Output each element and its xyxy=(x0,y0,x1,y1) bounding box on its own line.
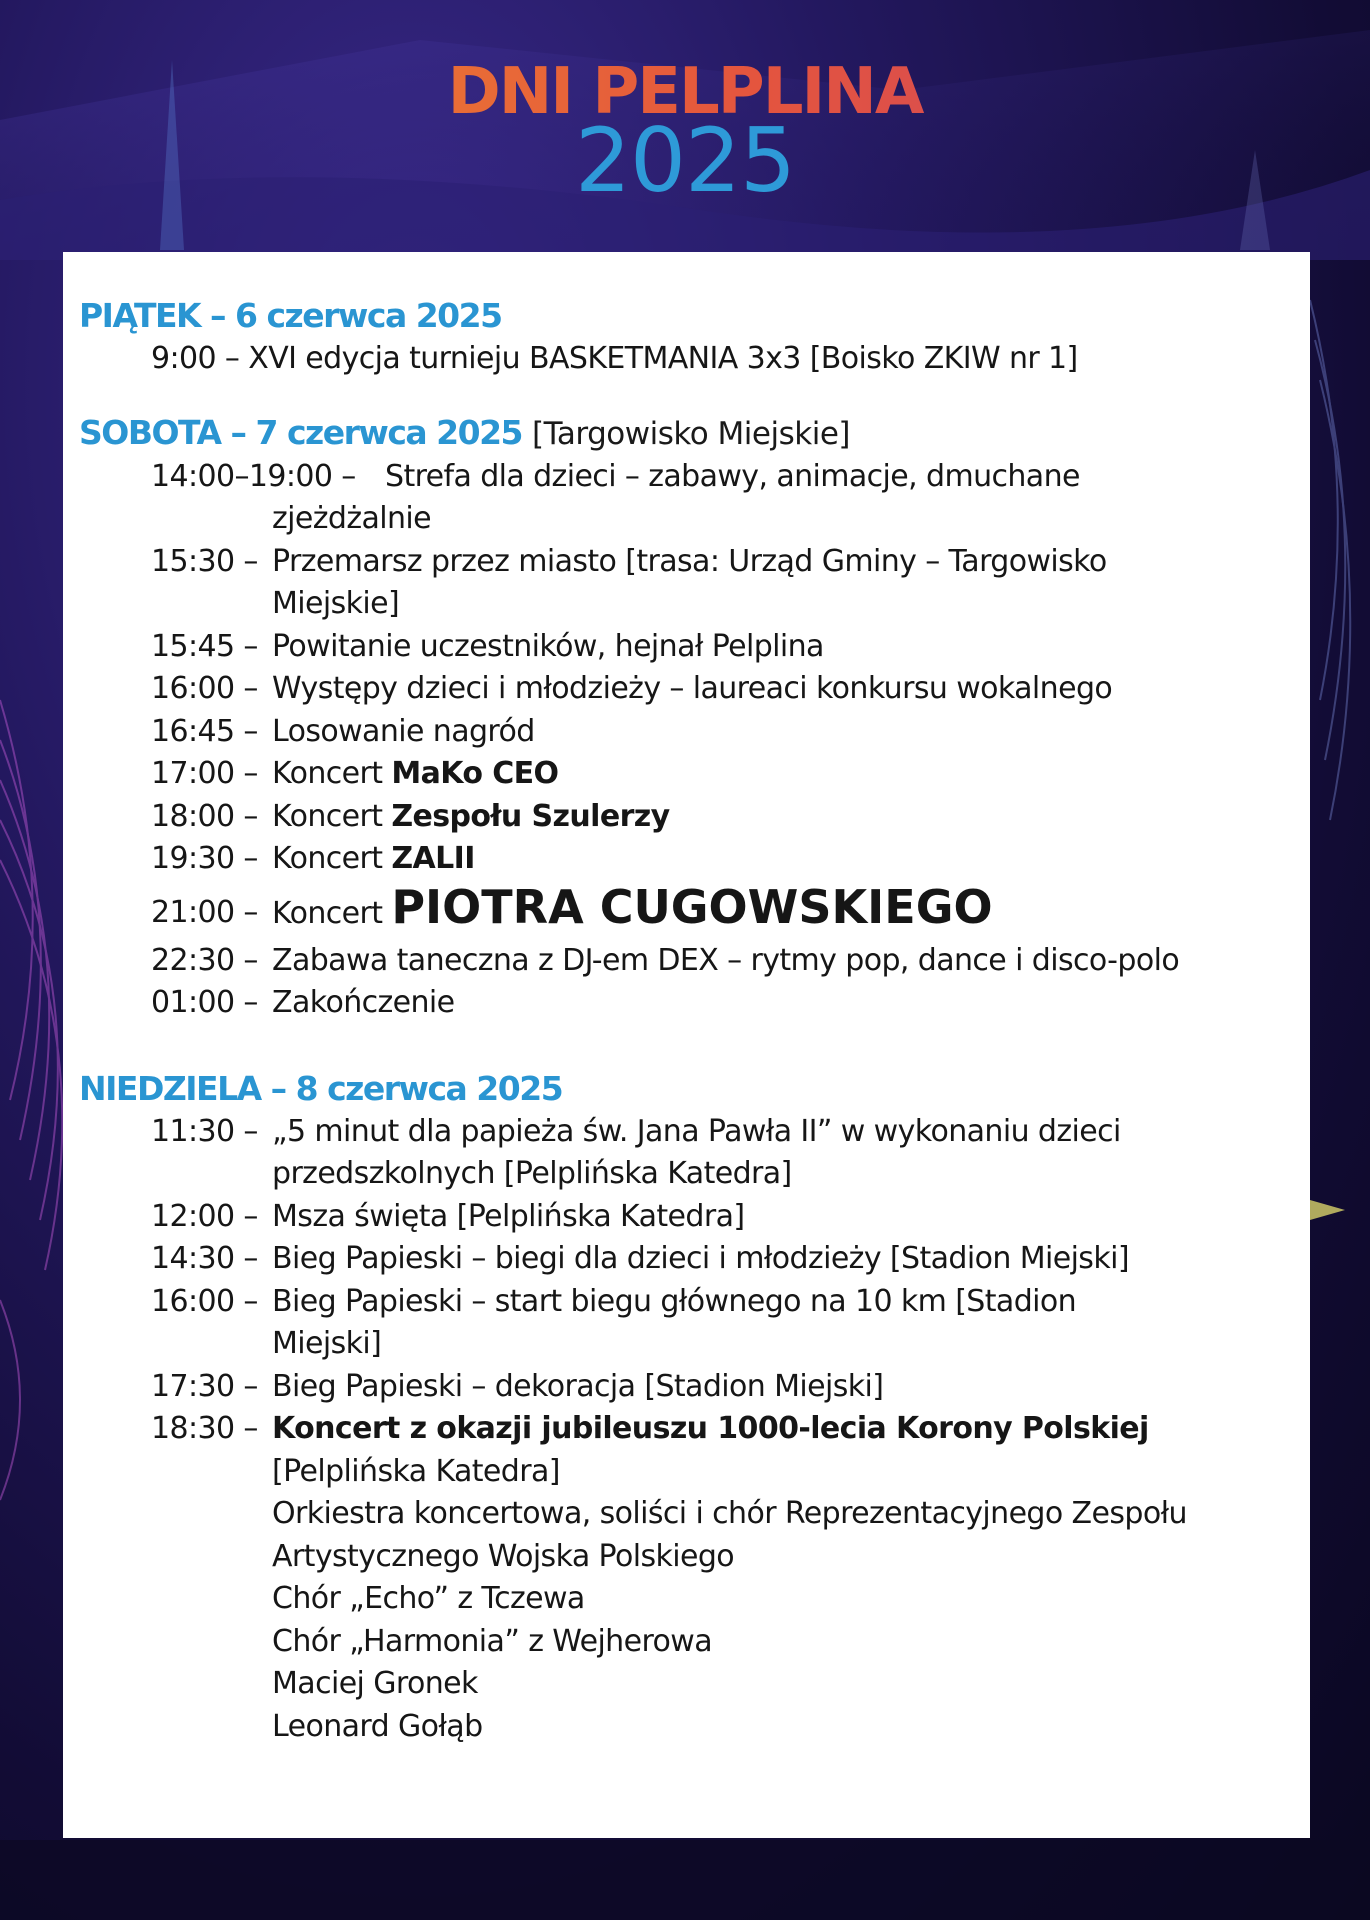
event-row xyxy=(79,456,1299,541)
event-text xyxy=(272,796,1299,839)
event-text: Powitanie uczestników, hejnał Pelplina xyxy=(272,628,824,664)
event-text xyxy=(272,881,1299,940)
day-sunday xyxy=(79,1067,1299,1749)
event-row xyxy=(79,1281,1299,1366)
event-row xyxy=(79,753,1299,796)
concert-performer: Chór „Echo” z Tczewa xyxy=(272,1581,585,1616)
day-location: [Targowisko Miejskie] xyxy=(532,415,850,452)
event-time: 21:00 – xyxy=(151,894,258,930)
event-text: Bieg Papieski – dekoracja [Stadion Miejski] xyxy=(272,1368,884,1404)
event-label: Koncert xyxy=(272,841,383,876)
event-row xyxy=(79,626,1299,669)
event-time: 15:30 – xyxy=(151,543,258,579)
day-heading: NIEDZIELA – 8 czerwca 2025 xyxy=(79,1068,563,1108)
event-time: 01:00 – xyxy=(151,985,258,1020)
event-text: Losowanie nagród xyxy=(272,713,535,749)
event-text: „5 minut dla papieża św. Jana Pawła II” w wykonaniu dzieci xyxy=(272,1113,1121,1149)
page-header xyxy=(0,55,1370,212)
event-time: 17:00 – xyxy=(151,756,258,791)
concert-title: Koncert z okazji jubileuszu 1000-lecia Korony Polskiej xyxy=(272,1411,1149,1446)
concert-performer: Maciej Gronek xyxy=(272,1666,478,1701)
event-time: 15:45 – xyxy=(151,628,258,664)
event-time: 11:30 – xyxy=(151,1113,258,1149)
headliner-name: PIOTRA CUGOWSKIEGO xyxy=(391,879,993,934)
event-row-headliner xyxy=(79,881,1299,940)
event-time: 14:30 – xyxy=(151,1241,258,1276)
event-row xyxy=(79,940,1299,983)
event-text: Zabawa taneczna z DJ-em DEX – rytmy pop, dance i disco-polo xyxy=(272,942,1180,978)
event-row xyxy=(79,338,1299,381)
event-text: Przemarsz przez miasto [trasa: Urząd Gminy – Targowisko xyxy=(272,543,1107,579)
concert-performer: Leonard Gołąb xyxy=(272,1708,483,1744)
day-friday xyxy=(79,294,1299,381)
event-text: Występy dzieci i młodzieży – laureaci konkursu wokalnego xyxy=(272,671,1113,706)
event-text xyxy=(272,838,1299,881)
event-time: 18:00 – xyxy=(151,798,258,834)
event-text: Bieg Papieski – start biegu głównego na 10 km [Stadion xyxy=(272,1283,1077,1319)
event-row xyxy=(79,1366,1299,1409)
event-row-concert xyxy=(79,1408,1299,1748)
event-time: 12:00 – xyxy=(151,1198,258,1234)
event-time: 19:30 – xyxy=(151,841,258,876)
event-label: Koncert xyxy=(272,756,383,791)
performer-name: MaKo CEO xyxy=(391,756,559,791)
event-time: 16:00 – xyxy=(151,1283,258,1319)
concert-venue: [Pelplińska Katedra] xyxy=(272,1453,560,1489)
event-time: 16:00 – xyxy=(151,671,258,706)
day-heading-date: SOBOTA – 7 czerwca 2025 xyxy=(79,412,523,452)
event-time: 17:30 – xyxy=(151,1368,258,1404)
event-text-continued: przedszkolnych [Pelplińska Katedra] xyxy=(272,1156,792,1191)
event-row xyxy=(79,1111,1299,1196)
day-heading: PIĄTEK – 6 czerwca 2025 xyxy=(79,296,502,335)
performer-name: Zespołu Szulerzy xyxy=(391,798,670,834)
event-row xyxy=(79,838,1299,881)
event-text-continued: Miejski] xyxy=(272,1326,382,1361)
concert-performer: Artystycznego Wojska Polskiego xyxy=(272,1538,735,1574)
event-time: 16:45 – xyxy=(151,713,258,749)
event-text: Bieg Papieski – biegi dla dzieci i młodzieży [Stadion Miejski] xyxy=(272,1241,1129,1276)
event-text: Msza święta [Pelplińska Katedra] xyxy=(272,1198,745,1234)
event-row xyxy=(79,1238,1299,1281)
schedule-card xyxy=(63,252,1310,1838)
event-row xyxy=(79,541,1299,626)
event-title: DNI PELPLINA xyxy=(0,58,1370,126)
event-row xyxy=(79,1196,1299,1239)
day-saturday xyxy=(79,411,1299,1025)
schedule-content xyxy=(79,294,1299,1790)
concert-performer: Orkiestra koncertowa, soliści i chór Reprezentacyjnego Zespołu xyxy=(272,1496,1187,1531)
concert-performer: Chór „Harmonia” z Wejherowa xyxy=(272,1623,712,1659)
event-time: 14:00–19:00 – xyxy=(151,458,356,494)
event-label: Koncert xyxy=(272,798,383,834)
event-text-continued: zjeżdżalnie xyxy=(272,501,432,536)
event-text-continued: Miejskie] xyxy=(272,586,400,621)
event-row xyxy=(79,711,1299,754)
event-row xyxy=(79,982,1299,1025)
event-text xyxy=(272,753,1299,796)
event-text: Strefa dla dzieci – zabawy, animacje, dmuchane xyxy=(385,458,1080,494)
event-label: Koncert xyxy=(272,895,383,931)
event-time: 18:30 – xyxy=(151,1411,258,1446)
event-row xyxy=(79,796,1299,839)
event-text xyxy=(272,1408,1299,1451)
event-text: 9:00 – XVI edycja turnieju BASKETMANIA 3x3 [Boisko ZKIW nr 1] xyxy=(151,341,1078,376)
event-text: Zakończenie xyxy=(272,985,455,1020)
event-time: 22:30 – xyxy=(151,942,258,978)
day-heading xyxy=(79,411,1299,456)
event-year: 2025 xyxy=(575,109,795,212)
performer-name: ZALII xyxy=(391,841,475,876)
event-row xyxy=(79,668,1299,711)
